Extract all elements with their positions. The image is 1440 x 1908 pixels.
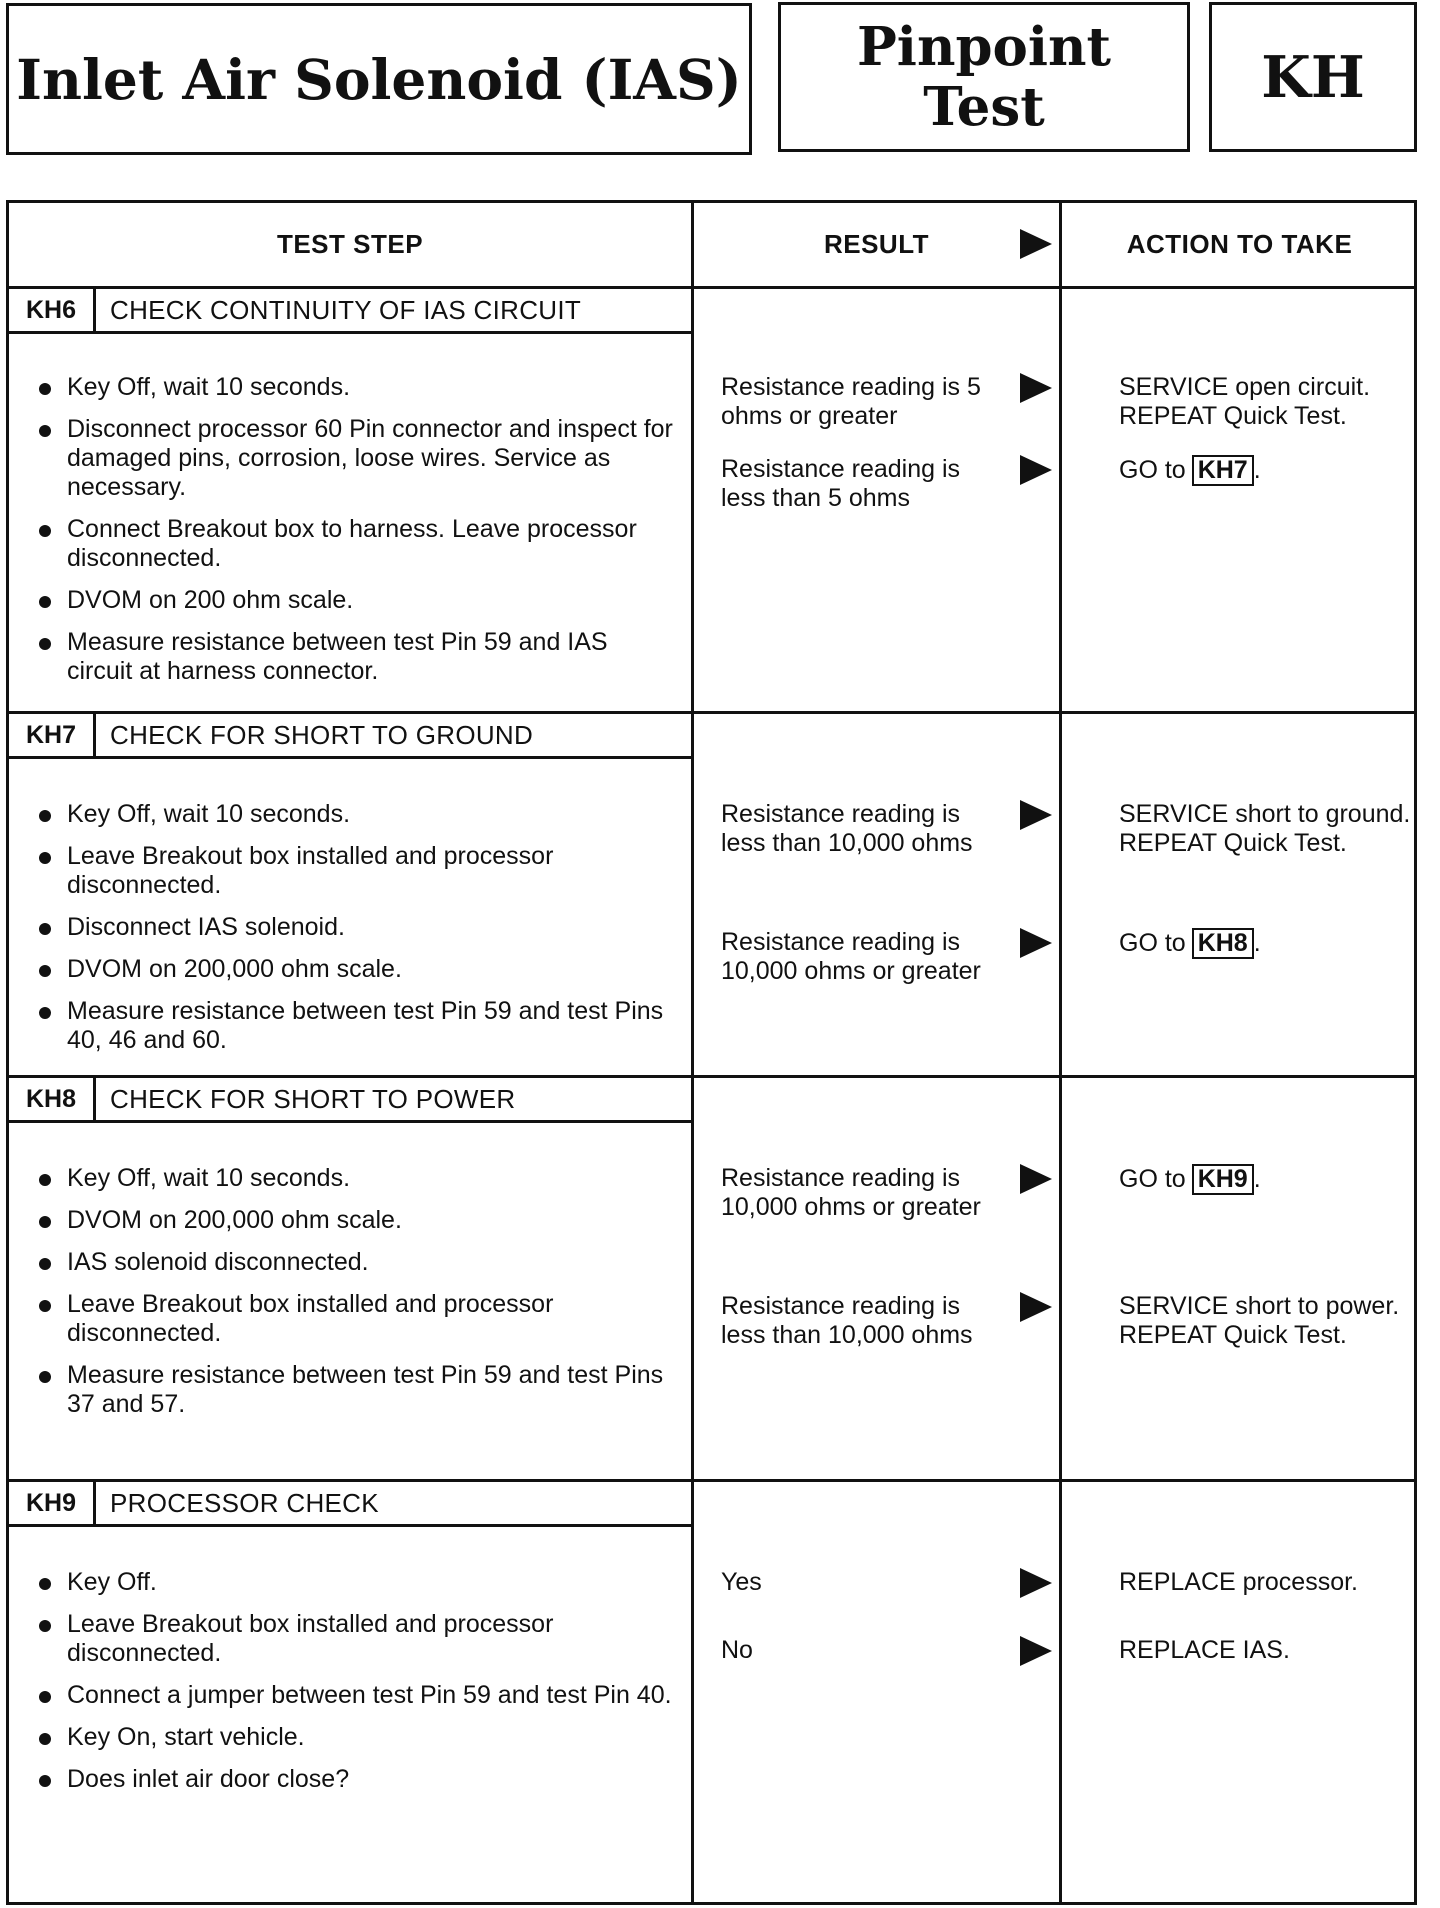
goto-step-ref: KH7 (1192, 455, 1254, 486)
result-text: Resistance reading is less than 10,000 ohms (721, 800, 973, 857)
test-step-kh8 (9, 1078, 1414, 1479)
instruction-item: Key Off. (37, 1568, 677, 1597)
instruction-item: DVOM on 200,000 ohm scale. (37, 1206, 677, 1235)
step-title: PROCESSOR CHECK (110, 1487, 379, 1518)
pinpoint-test-table (6, 200, 1417, 1905)
step-code: KH7 (9, 714, 96, 756)
instruction-item: IAS solenoid disconnected. (37, 1248, 677, 1277)
result-arrow-icon (1020, 928, 1052, 958)
action-goto (1119, 928, 1414, 959)
action-text: GO to (1119, 929, 1186, 957)
test-code-badge (1209, 2, 1417, 152)
step-instructions (37, 373, 677, 699)
instruction-item: Does inlet air door close? (37, 1765, 677, 1794)
action-goto (1119, 455, 1414, 486)
pinpoint-line1: Pinpoint (856, 16, 1112, 78)
action-text: GO to (1119, 456, 1186, 484)
result-text: Resistance reading is 10,000 ohms or greater (721, 928, 981, 985)
step-header (9, 289, 691, 334)
column-header-result-label: RESULT (823, 229, 930, 259)
instruction-item: Disconnect processor 60 Pin connector and inspect for damaged pins, corrosion, loose wires. Service as necessary. (37, 415, 677, 502)
result-arrow-icon (1020, 1292, 1052, 1322)
test-step-kh6 (9, 289, 1414, 711)
result-arrow-icon (1020, 1164, 1052, 1194)
step-instructions (37, 1164, 677, 1432)
instruction-item: Leave Breakout box installed and processor disconnected. (37, 842, 677, 900)
instruction-item: Leave Breakout box installed and processor disconnected. (37, 1610, 677, 1668)
test-code-text: KH (1261, 43, 1365, 111)
action-suffix: . (1253, 929, 1261, 957)
action-suffix: . (1253, 1165, 1261, 1193)
instruction-item: Measure resistance between test Pin 59 and IAS circuit at harness connector. (37, 628, 677, 686)
test-step-kh7 (9, 714, 1414, 1075)
instruction-item: Measure resistance between test Pin 59 and test Pins 37 and 57. (37, 1361, 677, 1419)
instruction-item: Key On, start vehicle. (37, 1723, 677, 1752)
result-text: No (721, 1636, 753, 1664)
step-header (9, 1482, 691, 1527)
page-title-text: Inlet Air Solenoid (IAS) (16, 46, 742, 112)
step-header (9, 1078, 691, 1123)
goto-step-ref: KH9 (1192, 1164, 1254, 1195)
step-instructions (37, 800, 677, 1068)
instruction-item: Leave Breakout box installed and processor disconnected. (37, 1290, 677, 1348)
step-code: KH8 (9, 1078, 96, 1120)
action-goto (1119, 1164, 1414, 1195)
result-text: Yes (721, 1568, 762, 1596)
step-header (9, 714, 691, 759)
page-title (6, 3, 752, 155)
column-header-test-step (9, 203, 691, 286)
result-arrow-icon (1020, 1636, 1052, 1666)
instruction-item: Disconnect IAS solenoid. (37, 913, 677, 942)
step-code: KH6 (9, 289, 96, 331)
instruction-item: Key Off, wait 10 seconds. (37, 1164, 677, 1193)
instruction-item: DVOM on 200,000 ohm scale. (37, 955, 677, 984)
step-title: CHECK FOR SHORT TO POWER (110, 1083, 516, 1114)
pinpoint-line2: Test (923, 76, 1045, 138)
result-arrow-icon (1020, 1568, 1052, 1598)
result-text: Resistance reading is 10,000 ohms or greater (721, 1164, 981, 1221)
column-header-arrow-icon (1020, 229, 1052, 259)
instruction-item: Measure resistance between test Pin 59 and test Pins 40, 46 and 60. (37, 997, 677, 1055)
result-arrow-icon (1020, 455, 1052, 485)
result-text: Resistance reading is less than 10,000 ohms (721, 1292, 973, 1349)
column-header-test-step-label: TEST STEP (276, 229, 424, 259)
instruction-item: Connect a jumper between test Pin 59 and test Pin 40. (37, 1681, 677, 1710)
test-step-kh9 (9, 1482, 1414, 1902)
step-title: CHECK FOR SHORT TO GROUND (110, 719, 534, 750)
action-text: REPLACE IAS. (1119, 1636, 1290, 1664)
action-suffix: . (1253, 456, 1261, 484)
action-text: REPLACE processor. (1119, 1568, 1358, 1596)
action-text: SERVICE short to ground. REPEAT Quick Test. (1119, 800, 1411, 857)
action-text: SERVICE open circuit. REPEAT Quick Test. (1119, 373, 1371, 430)
action-text: GO to (1119, 1165, 1186, 1193)
instruction-item: Key Off, wait 10 seconds. (37, 373, 677, 402)
result-arrow-icon (1020, 373, 1052, 403)
column-header-action (1062, 203, 1417, 286)
instruction-item: DVOM on 200 ohm scale. (37, 586, 677, 615)
pinpoint-test-label (778, 2, 1190, 152)
action-text: SERVICE short to power. REPEAT Quick Test. (1119, 1292, 1400, 1349)
step-code: KH9 (9, 1482, 96, 1524)
step-title: CHECK CONTINUITY OF IAS CIRCUIT (110, 294, 582, 325)
result-text: Resistance reading is less than 5 ohms (721, 455, 961, 512)
result-text: Resistance reading is 5 ohms or greater (721, 373, 981, 430)
goto-step-ref: KH8 (1192, 928, 1254, 959)
result-arrow-icon (1020, 800, 1052, 830)
instruction-item: Key Off, wait 10 seconds. (37, 800, 677, 829)
column-header-action-label: ACTION TO TAKE (1126, 229, 1353, 259)
instruction-item: Connect Breakout box to harness. Leave processor disconnected. (37, 515, 677, 573)
column-header-result (694, 203, 1059, 286)
step-instructions (37, 1568, 677, 1807)
